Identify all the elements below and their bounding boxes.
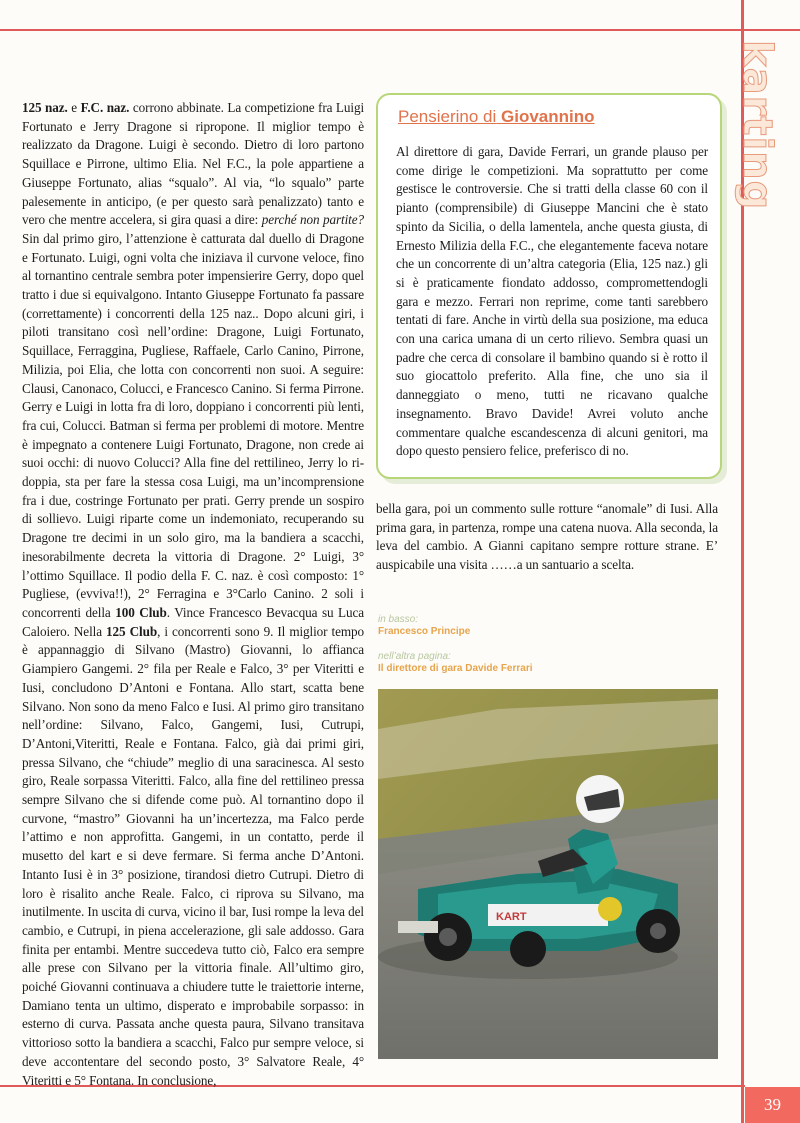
pensierino-box <box>376 93 722 479</box>
section-title-text: karting <box>734 40 780 211</box>
box-title <box>398 107 595 127</box>
kart-photo <box>378 689 718 1059</box>
top-rule <box>0 29 800 31</box>
caption-label-below: in basso: <box>378 614 419 625</box>
box-text: Al direttore di gara, Davide Ferrari, un grande plauso per come dirige le competizioni. Ma soprattutto per come gestisce le controversie. Che si tratti della classe 60 con il pianto (comprensibile) di Giuseppe Mancini che è stato spinto da Sicilia, o della lamentela, anche questa giusta, di Ernesto Milizia della F.C., che elegantemente faceva notare che un concorrente di un’altra categoria (Elia, 125 naz.) gli si è praticamente fiondato addosso, compromettendogli gara e mezzo. Ferrari non reprime, come tanti sarebbero tentati di fare. Anche in virtù della sua posizione, ma educa con una carica umana di un certo rilievo. Sembra quasi un padre che cerca di consolare il bambino quando si è rotto il suo giocattolo preferito. Alla fine, che uno sia il danneggiato o meno, tutti ne ricavano qualche insegnamento. Bravo Davide! Avrei voluto anche commentare qualche escandescenza di alcuni genitori, ma dopo questo pensiero felice, preferisco di no. <box>396 144 708 459</box>
article-text-left: 125 naz. e F.C. naz. corrono abbinate. La competizione fra Luigi Fortunato e Jerry Dragone si ripropone. Il miglior tempo è realizzato da Dragone. Luigi è secondo. Dietro di loro partono Squillace e Pirrone, ultimo Elia. Nel F.C., la pole appartiene a Giuseppe Fortunato, alias “squalo”. Al via, “lo squalo” parte palesemente in anticipo, (e per questo sarà penalizzato) tanto e vero che mentre accelera, si gira quasi a dire: perché non partite? Sin dal primo giro, l’attenzione è catturata dal duello di Dragone e Fortunato. Luigi, ogni volta che iniziava il curvone veloce, fino al tornantino centrale sembra poter impensierire Gerry, dopo quel tratto i due si equivalgono. Intanto Giuseppe Fortunato fa passare (correttamente) i concorrenti della 125 naz.. Dopo alcuni giri, i piloti transitano così nell’ordine: Dragone, Luigi Fortunato, Squillace, Ferraggina, Pugliese, Raffaele, Carlo Canino, Pirrone, Milizia, poi Elia, che lotta con concorrenti non suoi. A seguire: Clausi, Canonaco, Colucci, e Francesco Canino. Si ferma Pirrone. Gerry e Luigi in lotta fra di loro, doppiano i concorrenti più lenti, fra cui, Colucci. Batman si ferma per problemi di motore. Mentre è impegnato a contenere Luigi Fortunato, Dragone, non crede ai suoi occhi: di nuovo Colucci? Alla fine del rettilineo, Jerry lo ri-doppia, sta per fare la stessa cosa Luigi, ma un’incomprensione fra i due, costringe Fortunato per prati. Gerry prende un sospiro di sollievo. Luigi riparte come un indemoniato, recuperando su Dragone tre decimi in un solo giro, ma la bandiera a scacchi, inesorabilmente decreta la vittoria di Dragone. 2° Luigi, 3° l’ottimo Squillace. Il podio della F. C. naz. è così composto: 1° Pugliese, (evviva!!), 2° Ferragina e 3°Carlo Canino. 2 soli i concorrenti della 100 Club. Vince Francesco Bevacqua su Luca Caloiero. Nella 125 Club, i concorrenti sono 9. Il miglior tempo è appannaggio di Silvano (Mastro) Giovanni, lo affianca Giampiero Gangemi. 2° fila per Reale e Falco, 3° per Viteritti e Iusi, concludono D’Antoni e Fontana. Allo start, scatta bene Silvano. Non sono da meno Falco e Iusi. Al primo giro transitano nell’ordine: Silvano, Falco, Gangemi, Iusi, Cutrupi, D’Antoni,Viteritti, Reale e Fontana. Falco, già dai primi giri, pressa Silvano, che “chiude” meglio di una saracinesca. Al sesto giro, Reale sorpassa Viteritti. Falco, alla fine del rettilineo pressa sempre Silvano che si difende come può. Al tornantino dopo il curvone, “mastro” Giovanni ha un’incertezza, ma Falco perde l’attimo e non approfitta. Gangemi, in un contatto, perde il musetto del kart e si deve fermare. Si ferma anche D’Antoni. Intanto Iusi è in 3° posizione, tirandosi dietro Cutrupi. Dietro di loro è risalito anche Reale. Falco, ci riprova su Silvano, ma inutilmente. In uscita di curva, vicino il bar, Iusi rompe la leva del cambio, e Cutrupi, in piena accelerazione, gli sale addosso. Gara finita per entambi. Mentre succedeva tutto ciò, Falco era sempre alle prese con Silvano per la vittoria finale. All’ultimo giro, poiché Giovanni continuava a chiudere tutte le traiettorie interne, Damiano tenta un ultimo, disperato e improbabile sorpasso: in esterno di curva. Passata anche questa paura, Silvano transitava vittorioso sotto la bandiera a scacchi, Falco pur sempre veloce, si deve accontentare del secondo posto, 3° Salvatore Reale, 4° Viteritti e 5° Fontana. In conclusione, <box>22 100 365 1088</box>
svg-text:KART: KART <box>496 911 527 923</box>
box-title-prefix: Pensierino di <box>398 107 497 126</box>
section-title <box>734 40 780 211</box>
article-text-right: bella gara, poi un commento sulle rotture “anomale” di Iusi. Alla prima gara, in partenza, rompe una catena nuova. Alla seconda, la leva del cambio. A Gianni capitano sempre rotture strane. E’ auspicabile una visita ……a un santuario a scelta. <box>376 501 718 573</box>
page-number: 39 <box>745 1087 800 1123</box>
caption-label-other: nell’altra pagina: <box>378 651 451 662</box>
article-column-left <box>22 99 365 1088</box>
caption-text-other: Il direttore di gara Davide Ferrari <box>378 663 533 674</box>
caption-text-below: Francesco Principe <box>378 626 471 637</box>
kart-photo-image <box>378 689 718 1059</box>
box-title-name: Giovannino <box>501 107 595 126</box>
